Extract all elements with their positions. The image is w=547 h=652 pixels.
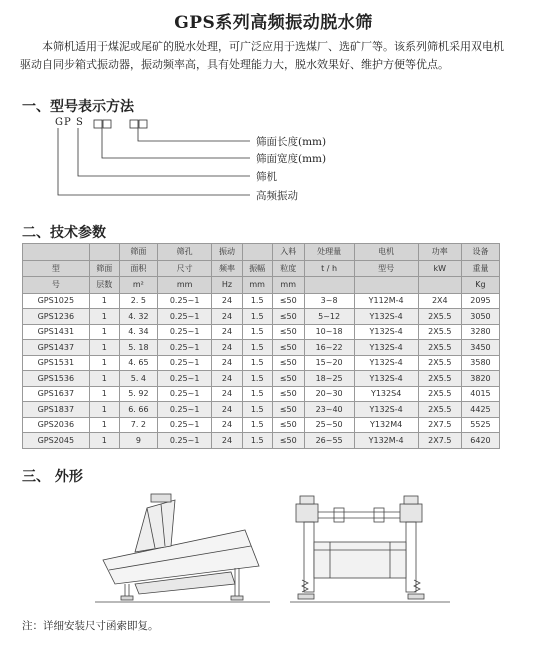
table-cell: 0.25~1 — [157, 309, 211, 325]
header-cell: 设备 — [461, 244, 499, 261]
table-cell: GPS1437 — [23, 340, 90, 356]
header-cell: 尺寸 — [157, 260, 211, 277]
table-cell: 1.5 — [242, 417, 272, 433]
table-cell: 9 — [119, 433, 157, 449]
table-cell: 4425 — [461, 402, 499, 418]
table-cell: 26~55 — [304, 433, 354, 449]
table-cell: 24 — [212, 417, 242, 433]
table-cell: 1.5 — [242, 340, 272, 356]
table-cell: 1.5 — [242, 371, 272, 387]
table-cell: 5. 92 — [119, 386, 157, 402]
label-high-frequency: 高频振动 — [256, 190, 298, 202]
model-code-s: S — [76, 117, 84, 128]
intro-line-2: 驱动自同步箱式振动器，振动频率高，具有处理能力大，脱水效果好、维护方便等优点。 — [20, 58, 449, 71]
header-cell — [304, 277, 354, 294]
table-row — [23, 340, 500, 356]
table-cell: GPS2045 — [23, 433, 90, 449]
table-cell: 1.5 — [242, 309, 272, 325]
table-cell: 3280 — [461, 324, 499, 340]
table-cell: 2X5.5 — [418, 386, 461, 402]
table-cell: 3~8 — [304, 293, 354, 309]
table-cell: Y132S-4 — [354, 309, 418, 325]
table-cell: Y132M-4 — [354, 433, 418, 449]
table-cell: 2X5.5 — [418, 402, 461, 418]
header-cell: 振动 — [212, 244, 242, 261]
table-cell: Y112M-4 — [354, 293, 418, 309]
table-cell: ≤50 — [272, 371, 304, 387]
table-cell: 4. 65 — [119, 355, 157, 371]
table-cell: 15~20 — [304, 355, 354, 371]
front-view-drawing — [290, 492, 450, 610]
table-cell: 24 — [212, 324, 242, 340]
spec-table — [22, 243, 500, 449]
header-cell: 面积 — [119, 260, 157, 277]
table-cell: 5525 — [461, 417, 499, 433]
model-code-diagram — [0, 0, 547, 220]
model-code-gp: GP — [55, 117, 72, 128]
table-cell: 5. 4 — [119, 371, 157, 387]
table-cell: 2X5.5 — [418, 309, 461, 325]
table-row — [23, 309, 500, 325]
header-cell: 电机 — [354, 244, 418, 261]
header-cell: Kg — [461, 277, 499, 294]
section-outline-title: 三、 外形 — [22, 469, 83, 485]
table-cell: ≤50 — [272, 386, 304, 402]
table-cell: 24 — [212, 371, 242, 387]
header-cell: 号 — [23, 277, 90, 294]
table-cell: 1 — [89, 324, 119, 340]
header-cell: 筛面 — [89, 260, 119, 277]
table-cell: 24 — [212, 402, 242, 418]
table-cell: 2X4 — [418, 293, 461, 309]
table-cell: 6420 — [461, 433, 499, 449]
table-row — [23, 371, 500, 387]
table-cell: ≤50 — [272, 309, 304, 325]
table-cell: 1 — [89, 371, 119, 387]
table-cell: ≤50 — [272, 417, 304, 433]
table-cell: ≤50 — [272, 324, 304, 340]
header-row — [23, 244, 500, 261]
header-cell: 功率 — [418, 244, 461, 261]
table-cell: 1 — [89, 309, 119, 325]
header-cell: 筛面 — [119, 244, 157, 261]
header-cell: 层数 — [89, 277, 119, 294]
table-cell: 1 — [89, 402, 119, 418]
header-cell — [354, 277, 418, 294]
table-cell: Y132S4 — [354, 386, 418, 402]
page-title: GPS系列高频振动脱水筛 — [174, 13, 373, 33]
table-cell: ≤50 — [272, 340, 304, 356]
header-cell: m² — [119, 277, 157, 294]
table-cell: GPS1236 — [23, 309, 90, 325]
table-cell: 2X5.5 — [418, 340, 461, 356]
header-cell: mm — [242, 277, 272, 294]
table-cell: 20~30 — [304, 386, 354, 402]
table-row — [23, 293, 500, 309]
table-cell: 1.5 — [242, 355, 272, 371]
intro-line-1: 本筛机适用于煤泥或尾矿的脱水处理，可广泛应用于选煤厂、选矿厂等。该系列筛机采用双电机 — [42, 40, 504, 53]
table-cell: 2X7.5 — [418, 417, 461, 433]
table-cell: GPS1025 — [23, 293, 90, 309]
label-screen-machine: 筛机 — [256, 171, 277, 183]
table-cell: Y132M4 — [354, 417, 418, 433]
table-cell: 3580 — [461, 355, 499, 371]
table-cell: 1.5 — [242, 293, 272, 309]
header-cell: 筛孔 — [157, 244, 211, 261]
table-row — [23, 417, 500, 433]
table-cell: ≤50 — [272, 433, 304, 449]
table-cell: GPS1536 — [23, 371, 90, 387]
table-cell: 2X5.5 — [418, 371, 461, 387]
table-cell: 1 — [89, 340, 119, 356]
table-cell: ≤50 — [272, 293, 304, 309]
table-cell: 24 — [212, 433, 242, 449]
table-cell: 3450 — [461, 340, 499, 356]
table-cell: 1.5 — [242, 402, 272, 418]
header-cell: 型号 — [354, 260, 418, 277]
table-cell: 0.25~1 — [157, 371, 211, 387]
table-row — [23, 433, 500, 449]
header-cell — [23, 244, 90, 261]
header-cell: mm — [272, 277, 304, 294]
table-cell: Y132S-4 — [354, 324, 418, 340]
header-cell — [242, 244, 272, 261]
table-cell: 3050 — [461, 309, 499, 325]
table-cell: 24 — [212, 309, 242, 325]
table-cell: 0.25~1 — [157, 293, 211, 309]
spec-table-body — [23, 293, 500, 448]
header-cell: 处理量 — [304, 244, 354, 261]
table-cell: ≤50 — [272, 402, 304, 418]
table-cell: 4015 — [461, 386, 499, 402]
table-cell: 1.5 — [242, 386, 272, 402]
table-cell: 2. 5 — [119, 293, 157, 309]
table-cell: 5. 18 — [119, 340, 157, 356]
table-cell: GPS1431 — [23, 324, 90, 340]
table-cell: 0.25~1 — [157, 386, 211, 402]
table-cell: 2X5.5 — [418, 355, 461, 371]
table-cell: 0.25~1 — [157, 433, 211, 449]
header-cell: 振幅 — [242, 260, 272, 277]
table-cell: 2X5.5 — [418, 324, 461, 340]
footnote: 注：详细安装尺寸函索即复。 — [22, 620, 159, 632]
label-screen-width: 筛面宽度(mm) — [256, 153, 327, 165]
table-cell: 2095 — [461, 293, 499, 309]
table-cell: 5~12 — [304, 309, 354, 325]
header-cell: 粒度 — [272, 260, 304, 277]
spec-table-header — [23, 244, 500, 294]
header-cell: t / h — [304, 260, 354, 277]
table-cell: 1 — [89, 293, 119, 309]
table-cell: 25~50 — [304, 417, 354, 433]
table-cell: 2X7.5 — [418, 433, 461, 449]
table-cell: 1 — [89, 433, 119, 449]
section-model-title: 一、型号表示方法 — [22, 99, 134, 115]
table-cell: GPS1531 — [23, 355, 90, 371]
table-cell: 24 — [212, 355, 242, 371]
table-cell: GPS1837 — [23, 402, 90, 418]
table-cell: Y132S-4 — [354, 402, 418, 418]
table-row — [23, 402, 500, 418]
table-cell: 0.25~1 — [157, 324, 211, 340]
table-cell: 1 — [89, 417, 119, 433]
header-cell: 型 — [23, 260, 90, 277]
header-cell: mm — [157, 277, 211, 294]
table-cell: 6. 66 — [119, 402, 157, 418]
label-screen-length: 筛面长度(mm) — [256, 136, 327, 148]
header-cell: 频率 — [212, 260, 242, 277]
table-cell: 1 — [89, 355, 119, 371]
table-cell: 4. 34 — [119, 324, 157, 340]
table-cell: GPS1637 — [23, 386, 90, 402]
header-cell: kW — [418, 260, 461, 277]
header-cell: 重量 — [461, 260, 499, 277]
section-specs-title: 二、技术参数 — [22, 225, 106, 241]
header-cell: 入料 — [272, 244, 304, 261]
table-cell: 0.25~1 — [157, 355, 211, 371]
table-cell: 1.5 — [242, 324, 272, 340]
table-cell: ≤50 — [272, 355, 304, 371]
header-row — [23, 277, 500, 294]
table-cell: 4. 32 — [119, 309, 157, 325]
table-cell: 24 — [212, 340, 242, 356]
table-cell: 0.25~1 — [157, 417, 211, 433]
table-cell: 7. 2 — [119, 417, 157, 433]
table-row — [23, 386, 500, 402]
header-cell — [418, 277, 461, 294]
header-cell — [89, 244, 119, 261]
table-cell: 1.5 — [242, 433, 272, 449]
table-cell: GPS2036 — [23, 417, 90, 433]
table-row — [23, 324, 500, 340]
table-cell: 24 — [212, 386, 242, 402]
table-cell: 18~25 — [304, 371, 354, 387]
header-row — [23, 260, 500, 277]
table-cell: 3820 — [461, 371, 499, 387]
table-cell: 23~40 — [304, 402, 354, 418]
table-cell: 0.25~1 — [157, 402, 211, 418]
table-cell: 16~22 — [304, 340, 354, 356]
table-cell: Y132S-4 — [354, 371, 418, 387]
header-cell: Hz — [212, 277, 242, 294]
table-cell: 0.25~1 — [157, 340, 211, 356]
side-view-drawing — [95, 488, 270, 608]
table-cell: Y132S-4 — [354, 340, 418, 356]
table-cell: 10~18 — [304, 324, 354, 340]
table-cell: 24 — [212, 293, 242, 309]
table-cell: 1 — [89, 386, 119, 402]
table-cell: Y132S-4 — [354, 355, 418, 371]
table-row — [23, 355, 500, 371]
